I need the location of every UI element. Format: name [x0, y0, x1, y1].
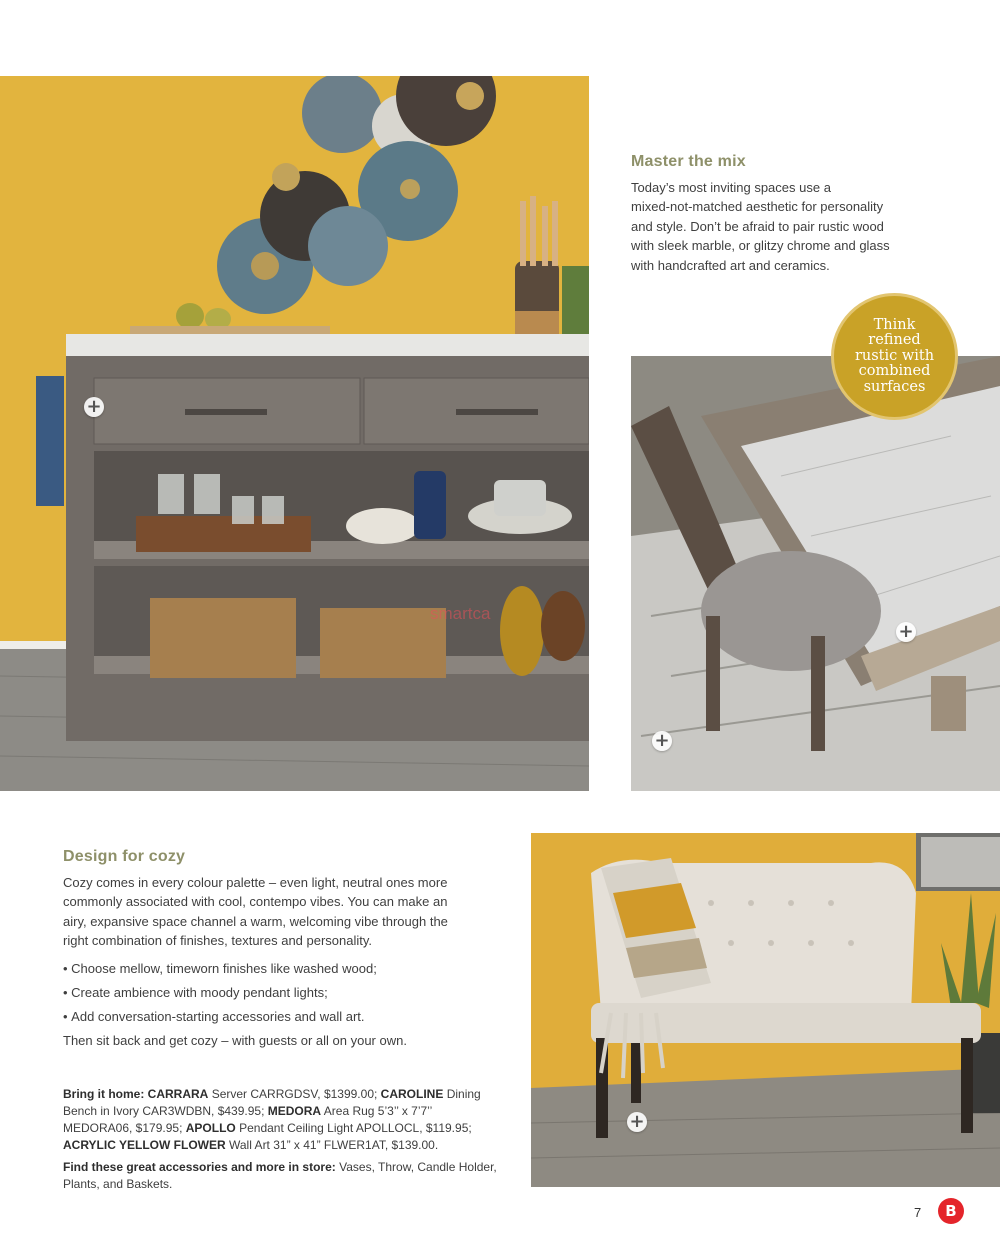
brand-logo-icon: B — [938, 1198, 964, 1224]
dining-table-photo — [631, 356, 1000, 791]
text-line: commonly associated with cool, contempo vibes. You can make an — [63, 894, 448, 910]
product-hotspot-server[interactable]: + — [84, 397, 104, 417]
product-hotspot-rug[interactable]: + — [652, 731, 672, 751]
product-name: CAROLINE — [380, 1087, 444, 1101]
text-line: and style. Don’t be afraid to pair rustic wood — [631, 218, 884, 234]
product-hotspot-bench[interactable]: + — [627, 1112, 647, 1132]
product-name: MEDORA — [267, 1104, 322, 1118]
text-line: right combination of finishes, textures and personality. — [63, 933, 373, 949]
product-hotspot-table[interactable]: + — [896, 622, 916, 642]
list-item: • Create ambience with moody pendant lights; — [63, 981, 503, 1005]
text-line: Today’s most inviting spaces use a — [631, 180, 831, 195]
text-line: with handcrafted art and ceramics. — [631, 257, 830, 273]
product-detail: Area Rug 5’3’’ x 7’7’’ MEDORA06, $179.95; — [63, 1104, 432, 1135]
badge-line: rustic with — [854, 347, 935, 364]
product-detail: Dining Bench in Ivory CAR3WDBN, $439.95; — [63, 1087, 481, 1118]
badge-line: combined — [858, 363, 931, 380]
product-name: ACRYLIC YELLOW FLOWER — [63, 1138, 226, 1152]
callout-badge — [831, 293, 958, 420]
product-detail: Server CARRGDSV, $1399.00; — [211, 1087, 378, 1101]
text-line: mixed-not-matched aesthetic for personality — [631, 199, 884, 215]
bring-it-home — [63, 1086, 503, 1154]
product-detail: Pendant Ceiling Light APOLLOCL, $119.95; — [239, 1121, 472, 1135]
page-number: 7 — [914, 1205, 922, 1220]
text-line: Cozy comes in every colour palette – even light, neutral ones more — [63, 875, 448, 890]
accessories-note — [63, 1159, 503, 1193]
text-line: with sleek marble, or glitzy chrome and glass — [631, 238, 890, 254]
closing-line: Then sit back and get cozy – with guests or all on your own. — [63, 1032, 407, 1048]
section-heading-master-the-mix: Master the mix — [631, 153, 746, 170]
section-body-design-for-cozy — [63, 873, 503, 1050]
text-line: airy, expansive space channel a warm, welcoming vibe through the — [63, 913, 448, 929]
tips-list — [63, 957, 503, 1029]
accessories-label: Find these great accessories and more in store: — [63, 1160, 336, 1174]
list-item: • Choose mellow, timeworn finishes like washed wood; — [63, 957, 503, 981]
product-name: CARRARA — [147, 1087, 209, 1101]
bring-home-label: Bring it home: — [63, 1087, 145, 1101]
watermark: smartca — [430, 604, 491, 623]
section-heading-design-for-cozy: Design for cozy — [63, 848, 186, 865]
badge-line: refined — [868, 332, 921, 349]
list-item: • Add conversation-starting accessories and wall art. — [63, 1005, 503, 1029]
product-name: APOLLO — [185, 1121, 236, 1135]
section-body-master-the-mix — [631, 178, 931, 275]
product-detail: Wall Art 31” x 41” FLWER1AT, $139.00. — [229, 1138, 439, 1152]
accessories-text: Vases, Throw, Candle Holder, Plants, and Baskets. — [63, 1160, 497, 1191]
badge-line: Think — [873, 316, 916, 333]
badge-line: surfaces — [863, 378, 926, 395]
server-photo — [0, 76, 589, 791]
bench-photo — [531, 833, 1000, 1187]
